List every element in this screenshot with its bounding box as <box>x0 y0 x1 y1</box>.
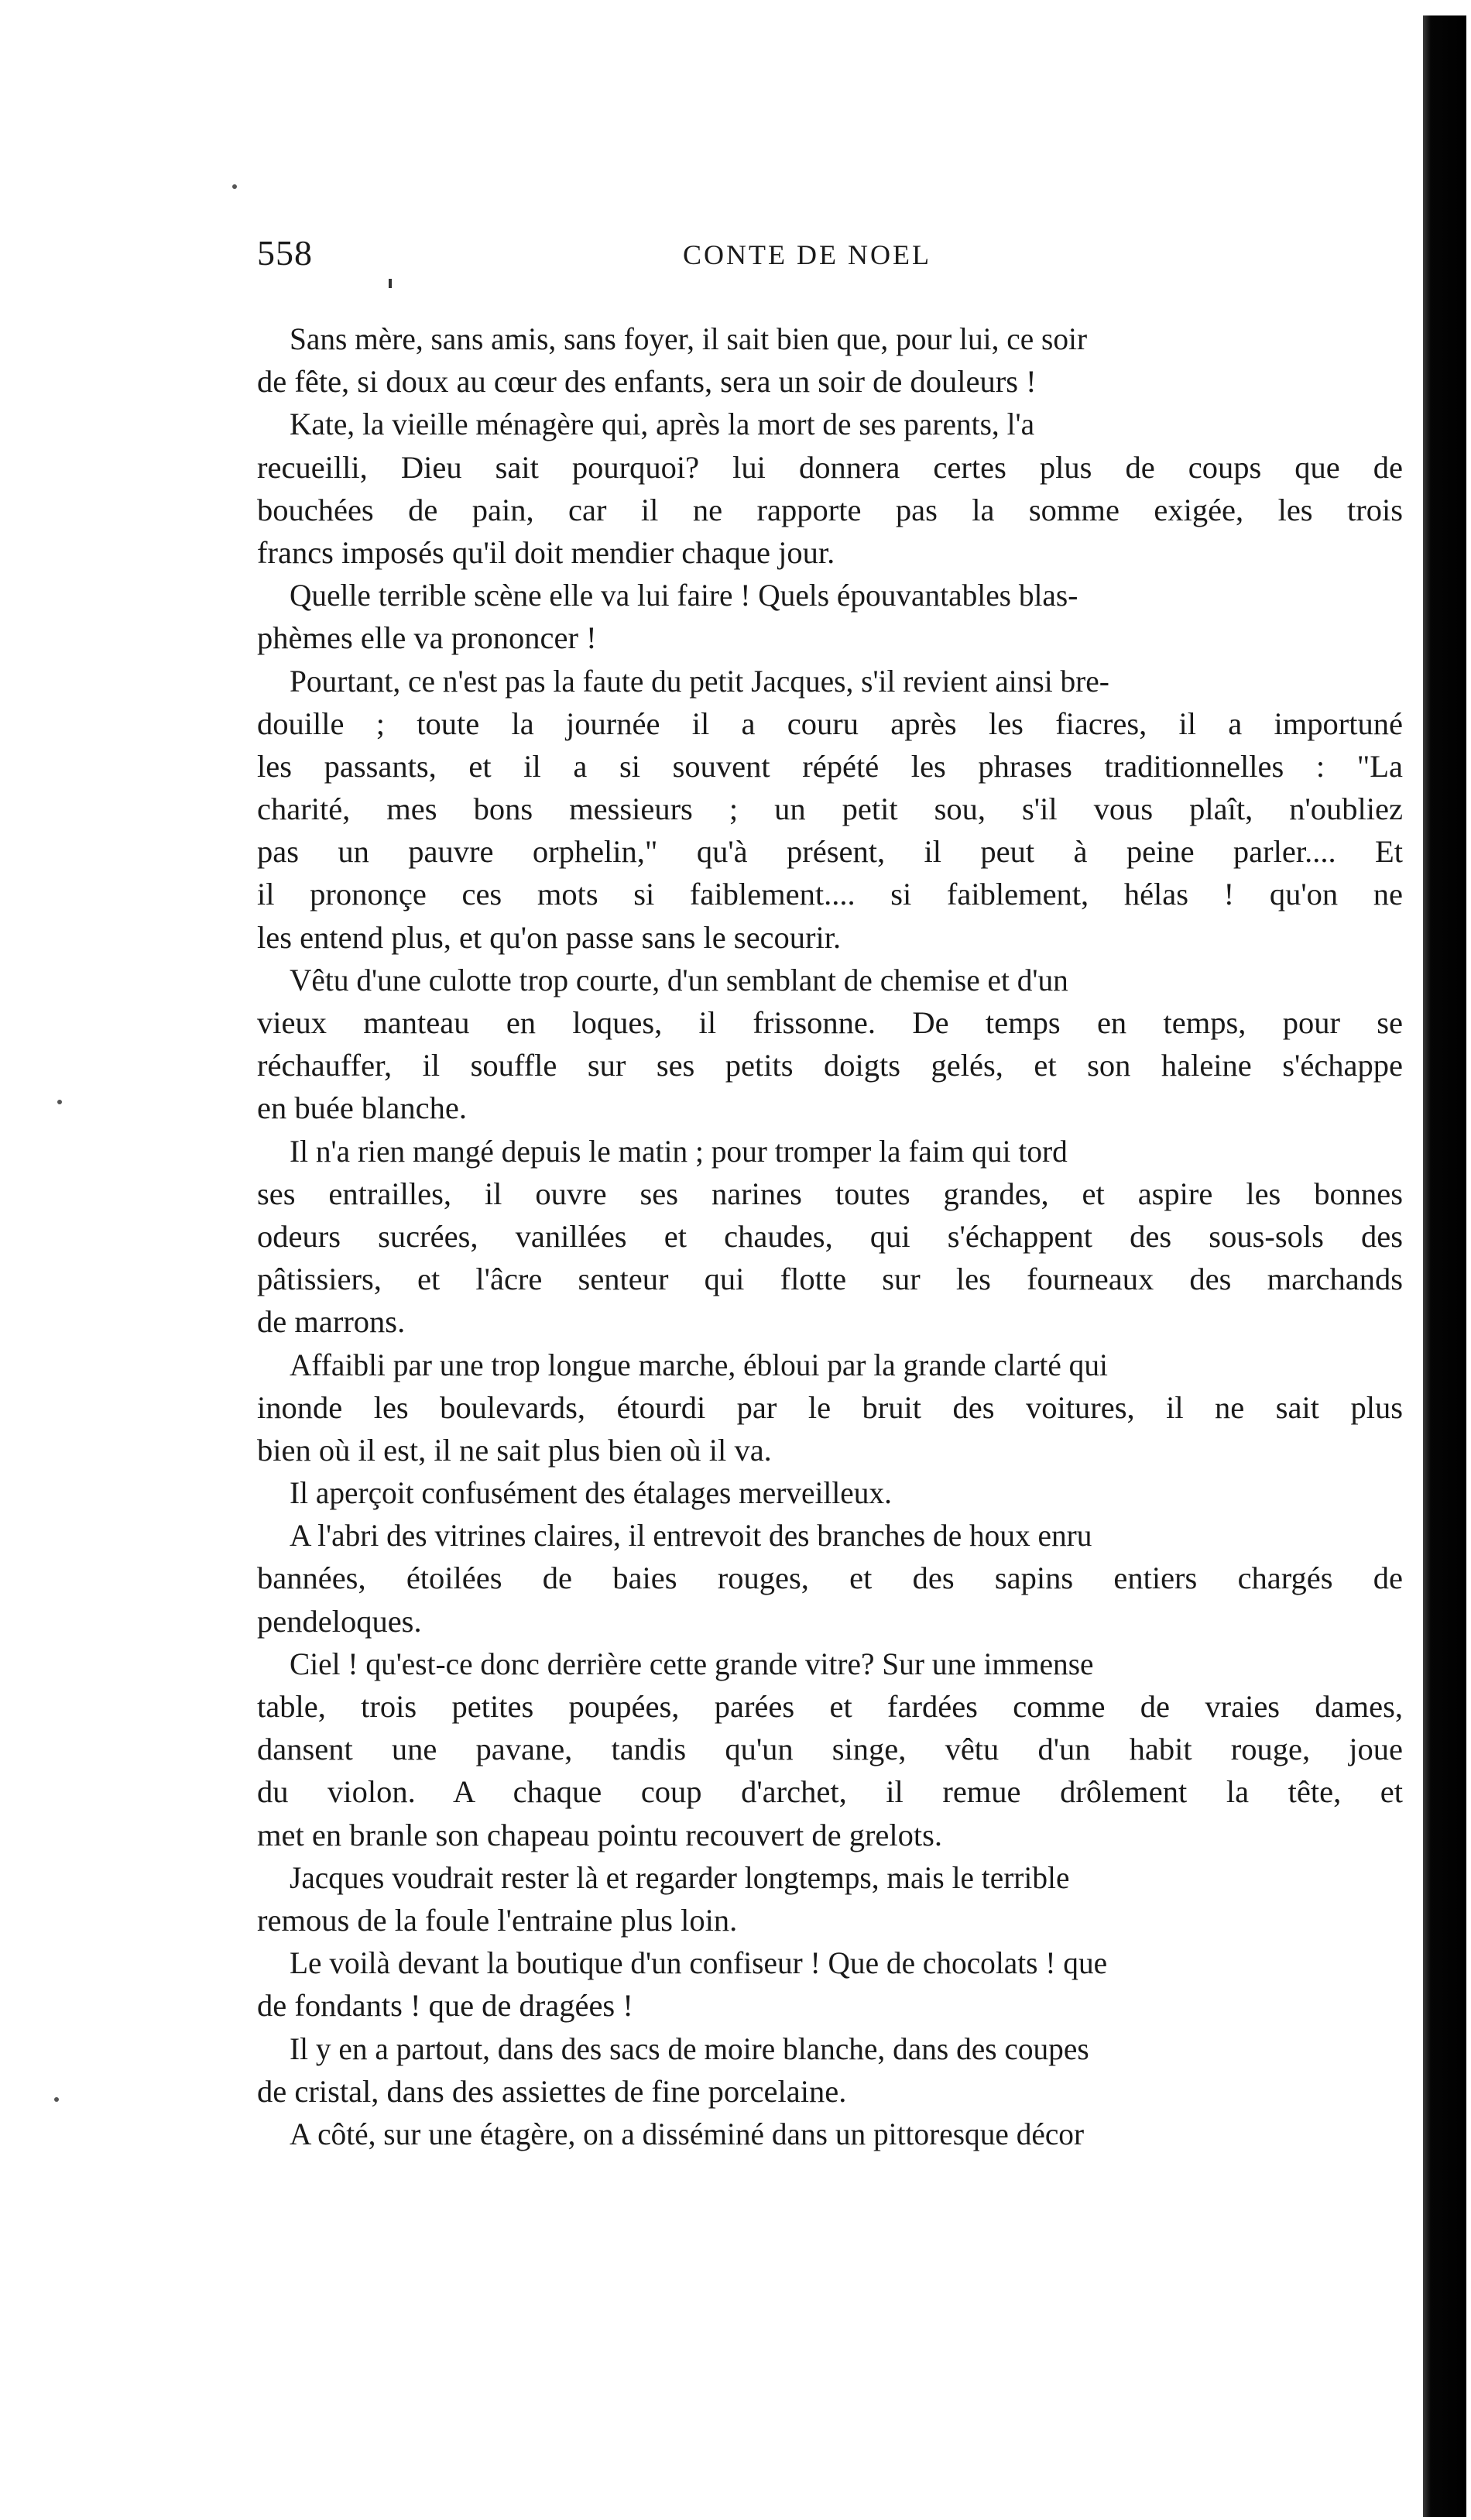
text-line: A l'abri des vitrines claires, il entrevoit des branches de houx enru <box>290 1518 1092 1554</box>
text-line: en buée blanche. <box>257 1090 467 1126</box>
margin-speck <box>57 1100 62 1104</box>
text-line: du violon. A chaque coup d'archet, il remue drôlement la tête, et <box>257 1774 1403 1810</box>
text-line: bouchées de pain, car il ne rapporte pas la somme exigée, les trois <box>257 492 1403 527</box>
text-line: pendeloques. <box>257 1603 422 1639</box>
text-line: pâtissiers, et l'âcre senteur qui flotte sur les fourneaux des marchands <box>257 1262 1403 1297</box>
text-line: de fondants ! que de dragées ! <box>257 1988 633 2024</box>
text-line: les passants, et il a si souvent répété les phrases traditionnelles : "La <box>257 748 1403 784</box>
text-line: A côté, sur une étagère, on a disséminé dans un pittoresque décor <box>290 2116 1085 2151</box>
text-line: pas un pauvre orphelin," qu'à présent, il peut à peine parler.... Et <box>257 834 1403 870</box>
text-line: Kate, la vieille ménagère qui, après la mort de ses parents, l'a <box>290 407 1035 442</box>
paragraph <box>257 403 1403 574</box>
page-header <box>257 232 1380 287</box>
paragraph <box>257 1130 1403 1344</box>
paragraph <box>257 1941 1403 2027</box>
text-line: de marrons. <box>257 1304 406 1340</box>
text-line: Le voilà devant la boutique d'un confiseur ! Que de chocolats ! que <box>290 1945 1108 1981</box>
body-text <box>257 318 1403 2155</box>
paragraph <box>257 574 1403 659</box>
text-line: les entend plus, et qu'on passe sans le secourir. <box>257 919 842 955</box>
text-line: douille ; toute la journée il a couru après les fiacres, il a importuné <box>257 706 1403 741</box>
text-line: inonde les boulevards, étourdi par le bruit des voitures, il ne sait plus <box>257 1389 1403 1425</box>
margin-speck <box>232 184 237 189</box>
text-line: dansent une pavane, tandis qu'un singe, vêtu d'un habit rouge, joue <box>257 1732 1403 1767</box>
text-line: Vêtu d'une culotte trop courte, d'un semblant de chemise et d'un <box>290 962 1068 997</box>
text-line: charité, mes bons messieurs ; un petit sou, s'il vous plaît, n'oubliez <box>257 791 1403 827</box>
text-line: Il y en a partout, dans des sacs de moire blanche, dans des coupes <box>290 2031 1089 2066</box>
paragraph <box>257 1471 1403 1514</box>
text-line: Ciel ! qu'est-ce donc derrière cette grande vitre? Sur une immense <box>290 1646 1094 1681</box>
text-line: Quelle terrible scène elle va lui faire ! Quels épouvantables blas- <box>290 578 1078 613</box>
paragraph <box>257 1643 1403 1856</box>
paragraph <box>257 2113 1403 2155</box>
paragraph <box>257 318 1403 403</box>
paragraph <box>257 1344 1403 1472</box>
text-line: Il n'a rien mangé depuis le matin ; pour tromper la faim qui tord <box>290 1133 1068 1169</box>
text-line: Sans mère, sans amis, sans foyer, il sait bien que, pour lui, ce soir <box>290 321 1088 356</box>
text-line: Pourtant, ce n'est pas la faute du petit Jacques, s'il revient ainsi bre- <box>290 663 1109 699</box>
text-line: remous de la foule l'entraine plus loin. <box>257 1902 738 1938</box>
text-line: vieux manteau en loques, il frissonne. De temps en temps, pour se <box>257 1005 1403 1040</box>
paragraph <box>257 959 1403 1130</box>
text-line: il prononçe ces mots si faiblement.... si faiblement, hélas ! qu'on ne <box>257 877 1403 912</box>
text-line: bannées, étoilées de baies rouges, et des sapins entiers chargés de <box>257 1560 1403 1596</box>
text-line: de cristal, dans des assiettes de fine porcelaine. <box>257 2073 847 2109</box>
paragraph <box>257 2027 1403 2113</box>
text-line: table, trois petites poupées, parées et fardées comme de vraies dames, <box>257 1689 1403 1724</box>
text-line: de fête, si doux au cœur des enfants, sera un soir de douleurs ! <box>257 364 1037 400</box>
paragraph <box>257 1514 1403 1643</box>
text-line: recueilli, Dieu sait pourquoi? lui donnera certes plus de coups que de <box>257 449 1403 485</box>
stray-ink-mark <box>389 279 392 288</box>
paragraph <box>257 1856 1403 1941</box>
text-line: Affaibli par une trop longue marche, ébloui par la grande clarté qui <box>290 1347 1108 1382</box>
text-line: met en branle son chapeau pointu recouvert de grelots. <box>257 1817 943 1852</box>
paragraph <box>257 660 1403 959</box>
text-line: phèmes elle va prononcer ! <box>257 620 597 656</box>
text-line: francs imposés qu'il doit mendier chaque jour. <box>257 534 835 570</box>
running-title: CONTE DE NOEL <box>683 239 931 270</box>
text-line: Il aperçoit confusément des étalages merveilleux. <box>290 1475 892 1511</box>
text-line: ses entrailles, il ouvre ses narines toutes grandes, et aspire les bonnes <box>257 1176 1403 1211</box>
text-line: bien où il est, il ne sait plus bien où il va. <box>257 1432 772 1468</box>
margin-speck <box>54 2097 59 2102</box>
text-line: réchauffer, il souffle sur ses petits doigts gelés, et son haleine s'échappe <box>257 1048 1403 1083</box>
scan-edge-shadow <box>1423 15 1466 2517</box>
text-line: odeurs sucrées, vanillées et chaudes, qui s'échappent des sous-sols des <box>257 1218 1403 1254</box>
text-line: Jacques voudrait rester là et regarder longtemps, mais le terrible <box>290 1859 1070 1895</box>
page-number: 558 <box>257 233 313 273</box>
